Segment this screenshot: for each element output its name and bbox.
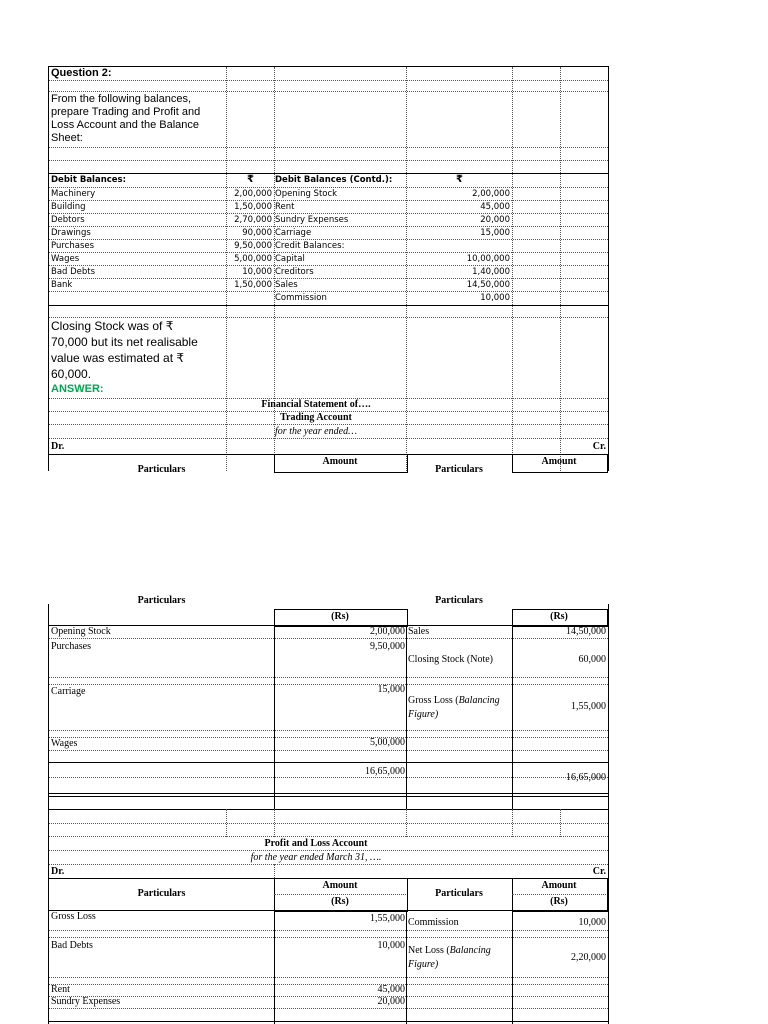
grid-line [49,438,608,439]
grid-line [49,850,608,851]
grid-line [49,160,608,161]
table-row: Carriage [51,686,86,697]
trading-account-subtitle: for the year ended… [275,426,357,437]
total-right: 16,65,000 [566,772,606,783]
amount-header: Amount [322,456,358,467]
table-row: Net Loss (Balancing [408,945,491,956]
particulars-header: Particulars [137,595,186,606]
table-bottom-rule [49,305,608,306]
particulars-header: Particulars [435,888,483,899]
question-prompt-4: Sheet: [51,132,83,144]
list-item: Machinery [51,189,96,199]
grid-line [49,677,608,678]
grid-line [49,730,608,731]
dr-label: Dr. [51,866,65,877]
question-title: Question 2: [51,67,112,79]
grid-line [512,894,606,895]
list-item: Bank [51,280,73,290]
list-item: Debtors [51,215,85,225]
grid-line [274,894,406,895]
amount-header: Amount [322,880,358,891]
list-item-amount: 10,000 [480,293,510,303]
amount-header: Amount [541,880,577,891]
table-cell-amount: 10,000 [377,940,405,951]
table-cell-amount: 1,55,000 [370,913,405,924]
table-row: Opening Stock [51,626,111,637]
rupee-icon: ₹ [247,174,254,185]
question-prompt-2: prepare Trading and Profit and [51,106,201,118]
table-cell-amount: 60,000 [578,654,606,665]
list-item-amount: 45,000 [480,202,510,212]
list-item: Drawings [51,228,91,238]
financial-statement-title: Financial Statement of…. [261,399,371,410]
question-prompt-3: Loss Account and the Balance [51,119,199,131]
table-cell-amount: 9,50,000 [370,641,405,652]
pl-title: Profit and Loss Account [264,838,368,849]
grid-line [49,278,608,279]
dr-label: Dr. [51,441,65,452]
table-cell-amount: 14,50,000 [566,626,606,637]
particulars-header: Particulars [435,595,483,606]
table-top-rule [49,173,608,174]
list-item: Credit Balances: [275,241,345,251]
grid-line [49,424,608,425]
table-row: Gross Loss (Balancing [408,695,500,706]
table-row: Sundry Expenses [51,996,121,1007]
table-cell-amount: 2,00,000 [370,626,405,637]
list-item-amount: 10,00,000 [466,254,510,264]
table-cell-amount: 2,20,000 [571,952,606,963]
rs-header: (Rs) [331,896,349,907]
cr-label: Cr. [592,441,606,452]
list-item-amount: 20,000 [480,215,510,225]
trading-account-title: Trading Account [280,412,352,423]
table-cell-amount: 45,000 [377,984,405,995]
particulars-header: Particulars [137,464,186,475]
particulars-header: Particulars [137,888,186,899]
total-double-rule [49,796,608,797]
table-cell-amount: 5,00,000 [370,737,405,748]
table-row: Rent [51,984,70,995]
table-row: Wages [51,738,78,749]
list-item-amount: 14,50,000 [466,280,510,290]
grid-line [49,147,608,148]
table-row: Sales [408,626,430,637]
grid-line [49,750,608,751]
table-row: Commission [408,917,459,928]
grid-line [49,291,608,292]
cr-label: Cr. [592,866,606,877]
total-top-rule [49,762,608,763]
list-item: Sales [275,280,298,290]
list-item: Capital [275,254,305,264]
table-cell-amount: 15,000 [377,684,405,695]
list-item-amount: 2,70,000 [234,215,272,225]
particulars-header: Particulars [435,464,483,475]
grid-line [49,200,608,201]
rs-header: (Rs) [550,896,568,907]
grid-line [49,213,608,214]
grid-line [49,226,608,227]
closing-note-4: 60,000. [51,367,92,381]
grid-line [49,977,608,978]
table-row: Gross Loss [51,911,96,922]
right-header: Debit Balances (Contd.): [275,175,393,185]
grid-line [49,317,608,318]
rs-header: (Rs) [550,611,568,622]
closing-note-2: 70,000 but its net realisable [51,335,198,349]
list-item: Sundry Expenses [275,215,349,225]
list-item-amount: 2,00,000 [234,189,272,199]
question-prompt-1: From the following balances, [51,93,192,105]
list-item-amount: 1,40,000 [472,267,510,277]
grid-line [49,836,608,837]
table-row: Closing Stock (Note) [408,654,493,665]
grid-line [49,638,608,639]
header-rule [49,910,608,911]
list-item-amount: 5,00,000 [234,254,272,264]
grid-line [49,930,608,931]
list-item-amount: 15,000 [480,228,510,238]
grid-line [49,252,608,253]
grid-line [406,910,407,1024]
list-item: Bad Debts [51,267,96,277]
pl-subtitle: for the year ended March 31, …. [250,852,382,863]
grid-line [49,1021,608,1022]
grid-line [49,80,608,81]
table-row: Figure) [408,709,439,720]
list-item: Carriage [275,228,312,238]
grid-line [49,265,608,266]
table-cell-amount: 1,55,000 [571,701,606,712]
question-sheet [48,66,609,475]
total-bottom-rule [49,793,608,794]
list-item-amount: 2,00,000 [472,189,510,199]
table-cell-amount: 20,000 [377,996,405,1007]
grid-line [49,91,608,92]
list-item-amount: 10,000 [242,267,272,277]
amount-header: Amount [541,456,577,467]
table-row: Purchases [51,641,91,652]
grid-line [49,809,608,810]
left-header: Debit Balances: [51,175,127,185]
list-item-amount: 1,50,000 [234,202,272,212]
list-item: Rent [275,202,295,212]
list-item-amount: 1,50,000 [234,280,272,290]
grid-line [49,1008,608,1009]
list-item: Building [51,202,86,212]
table-cell-amount: 10,000 [578,917,606,928]
grid-line [49,937,608,938]
table-row: Bad Debts [51,940,93,951]
answer-label: ANSWER: [51,383,104,395]
table-row: Figure) [408,959,439,970]
grid-line [49,864,608,865]
rupee-icon: ₹ [456,174,463,185]
rs-header: (Rs) [331,611,349,622]
grid-line [49,239,608,240]
list-item: Opening Stock [275,189,338,199]
closing-note-3: value was estimated at ₹ [51,351,185,365]
grid-line [406,625,407,809]
list-item-amount: 9,50,000 [234,241,272,251]
list-item: Wages [51,254,80,264]
list-item: Creditors [275,267,314,277]
list-item-amount: 90,000 [242,228,272,238]
closing-note-1: Closing Stock was of ₹ [51,319,174,333]
answer-sheet [48,595,609,1024]
grid-line [274,864,275,878]
grid-line [49,823,608,824]
list-item: Commission [275,293,327,303]
grid-line [49,187,608,188]
total-left: 16,65,000 [365,766,405,777]
list-item: Purchases [51,241,95,251]
